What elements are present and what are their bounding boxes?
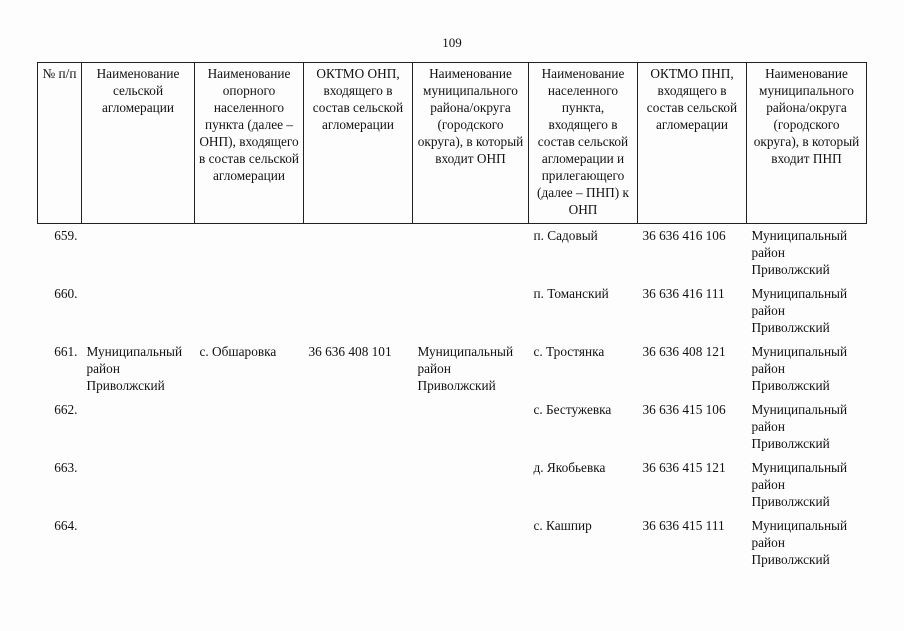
onp-district-cell xyxy=(413,398,529,456)
onp-name-cell xyxy=(195,398,304,456)
agglomeration-cell: Муниципальный район Приволжский xyxy=(86,344,183,393)
table-row xyxy=(38,340,867,398)
row-number: 661. xyxy=(54,344,78,359)
onp-district-cell xyxy=(413,282,529,340)
onp-oktmo-cell xyxy=(304,398,413,456)
header-pnp-name: Наименование населенного пункта, входящего в состав сельской агломерации и прилегающего (далее – ПНП) к ОНП xyxy=(529,63,638,224)
onp-name-cell xyxy=(195,282,304,340)
pnp-district-cell: Муниципальный район Приволжский xyxy=(751,460,848,509)
pnp-district-cell: Муниципальный район Приволжский xyxy=(751,344,848,393)
header-pnp-district: Наименование муниципального района/округа (городского округа), в который входит ПНП xyxy=(747,63,867,224)
page-number: 109 xyxy=(442,35,462,50)
pnp-oktmo-cell: 36 636 415 106 xyxy=(642,402,726,417)
onp-oktmo-cell: 36 636 408 101 xyxy=(308,344,392,359)
pnp-name-cell: с. Бестужевка xyxy=(533,402,612,417)
pnp-oktmo-cell: 36 636 408 121 xyxy=(642,344,726,359)
onp-oktmo-cell xyxy=(304,224,413,283)
row-number: 663. xyxy=(54,460,78,475)
agglomeration-cell xyxy=(82,282,195,340)
pnp-oktmo-cell: 36 636 415 111 xyxy=(642,518,725,533)
table-header-row xyxy=(38,63,867,224)
onp-name-cell xyxy=(195,224,304,283)
agglomeration-cell xyxy=(82,224,195,283)
pnp-district-cell: Муниципальный район Приволжский xyxy=(751,402,848,451)
header-number: № п/п xyxy=(38,63,82,224)
pnp-district-cell: Муниципальный район Приволжский xyxy=(751,286,848,335)
row-number: 664. xyxy=(54,518,78,533)
onp-name-cell xyxy=(195,456,304,514)
pnp-district-cell: Муниципальный район Приволжский xyxy=(751,518,848,567)
pnp-district-cell: Муниципальный район Приволжский xyxy=(751,228,848,277)
table-row xyxy=(38,282,867,340)
onp-oktmo-cell xyxy=(304,514,413,572)
header-onp-name: Наименование опорного населенного пункта (далее – ОНП), входящего в состав сельской агломерации xyxy=(195,63,304,224)
onp-district-cell xyxy=(413,224,529,283)
onp-oktmo-cell xyxy=(304,456,413,514)
pnp-name-cell: п. Томанский xyxy=(533,286,609,301)
onp-district-cell xyxy=(413,514,529,572)
table-row xyxy=(38,398,867,456)
table-row xyxy=(38,514,867,572)
agglomeration-cell xyxy=(82,456,195,514)
pnp-name-cell: с. Тростянка xyxy=(533,344,605,359)
onp-name-cell: с. Обшаровка xyxy=(199,344,277,359)
table-row xyxy=(38,224,867,283)
onp-name-cell xyxy=(195,514,304,572)
header-pnp-oktmo: ОКТМО ПНП, входящего в состав сельской агломерации xyxy=(638,63,747,224)
header-onp-district: Наименование муниципального района/округа (городского округа), в который входит ОНП xyxy=(413,63,529,224)
pnp-oktmo-cell: 36 636 416 106 xyxy=(642,228,726,243)
onp-district-cell: Муниципальный район Приволжский xyxy=(417,344,514,393)
onp-oktmo-cell xyxy=(304,282,413,340)
pnp-name-cell: п. Садовый xyxy=(533,228,598,243)
row-number: 662. xyxy=(54,402,78,417)
table-row xyxy=(38,456,867,514)
pnp-name-cell: д. Якобьевка xyxy=(533,460,606,475)
settlements-table xyxy=(37,62,867,572)
row-number: 660. xyxy=(54,286,78,301)
row-number: 659. xyxy=(54,228,78,243)
pnp-name-cell: с. Кашпир xyxy=(533,518,592,533)
header-agglomeration-name: Наименование сельской агломерации xyxy=(82,63,195,224)
pnp-oktmo-cell: 36 636 416 111 xyxy=(642,286,725,301)
header-onp-oktmo: ОКТМО ОНП, входящего в состав сельской агломерации xyxy=(304,63,413,224)
onp-district-cell xyxy=(413,456,529,514)
agglomeration-cell xyxy=(82,398,195,456)
pnp-oktmo-cell: 36 636 415 121 xyxy=(642,460,726,475)
agglomeration-cell xyxy=(82,514,195,572)
